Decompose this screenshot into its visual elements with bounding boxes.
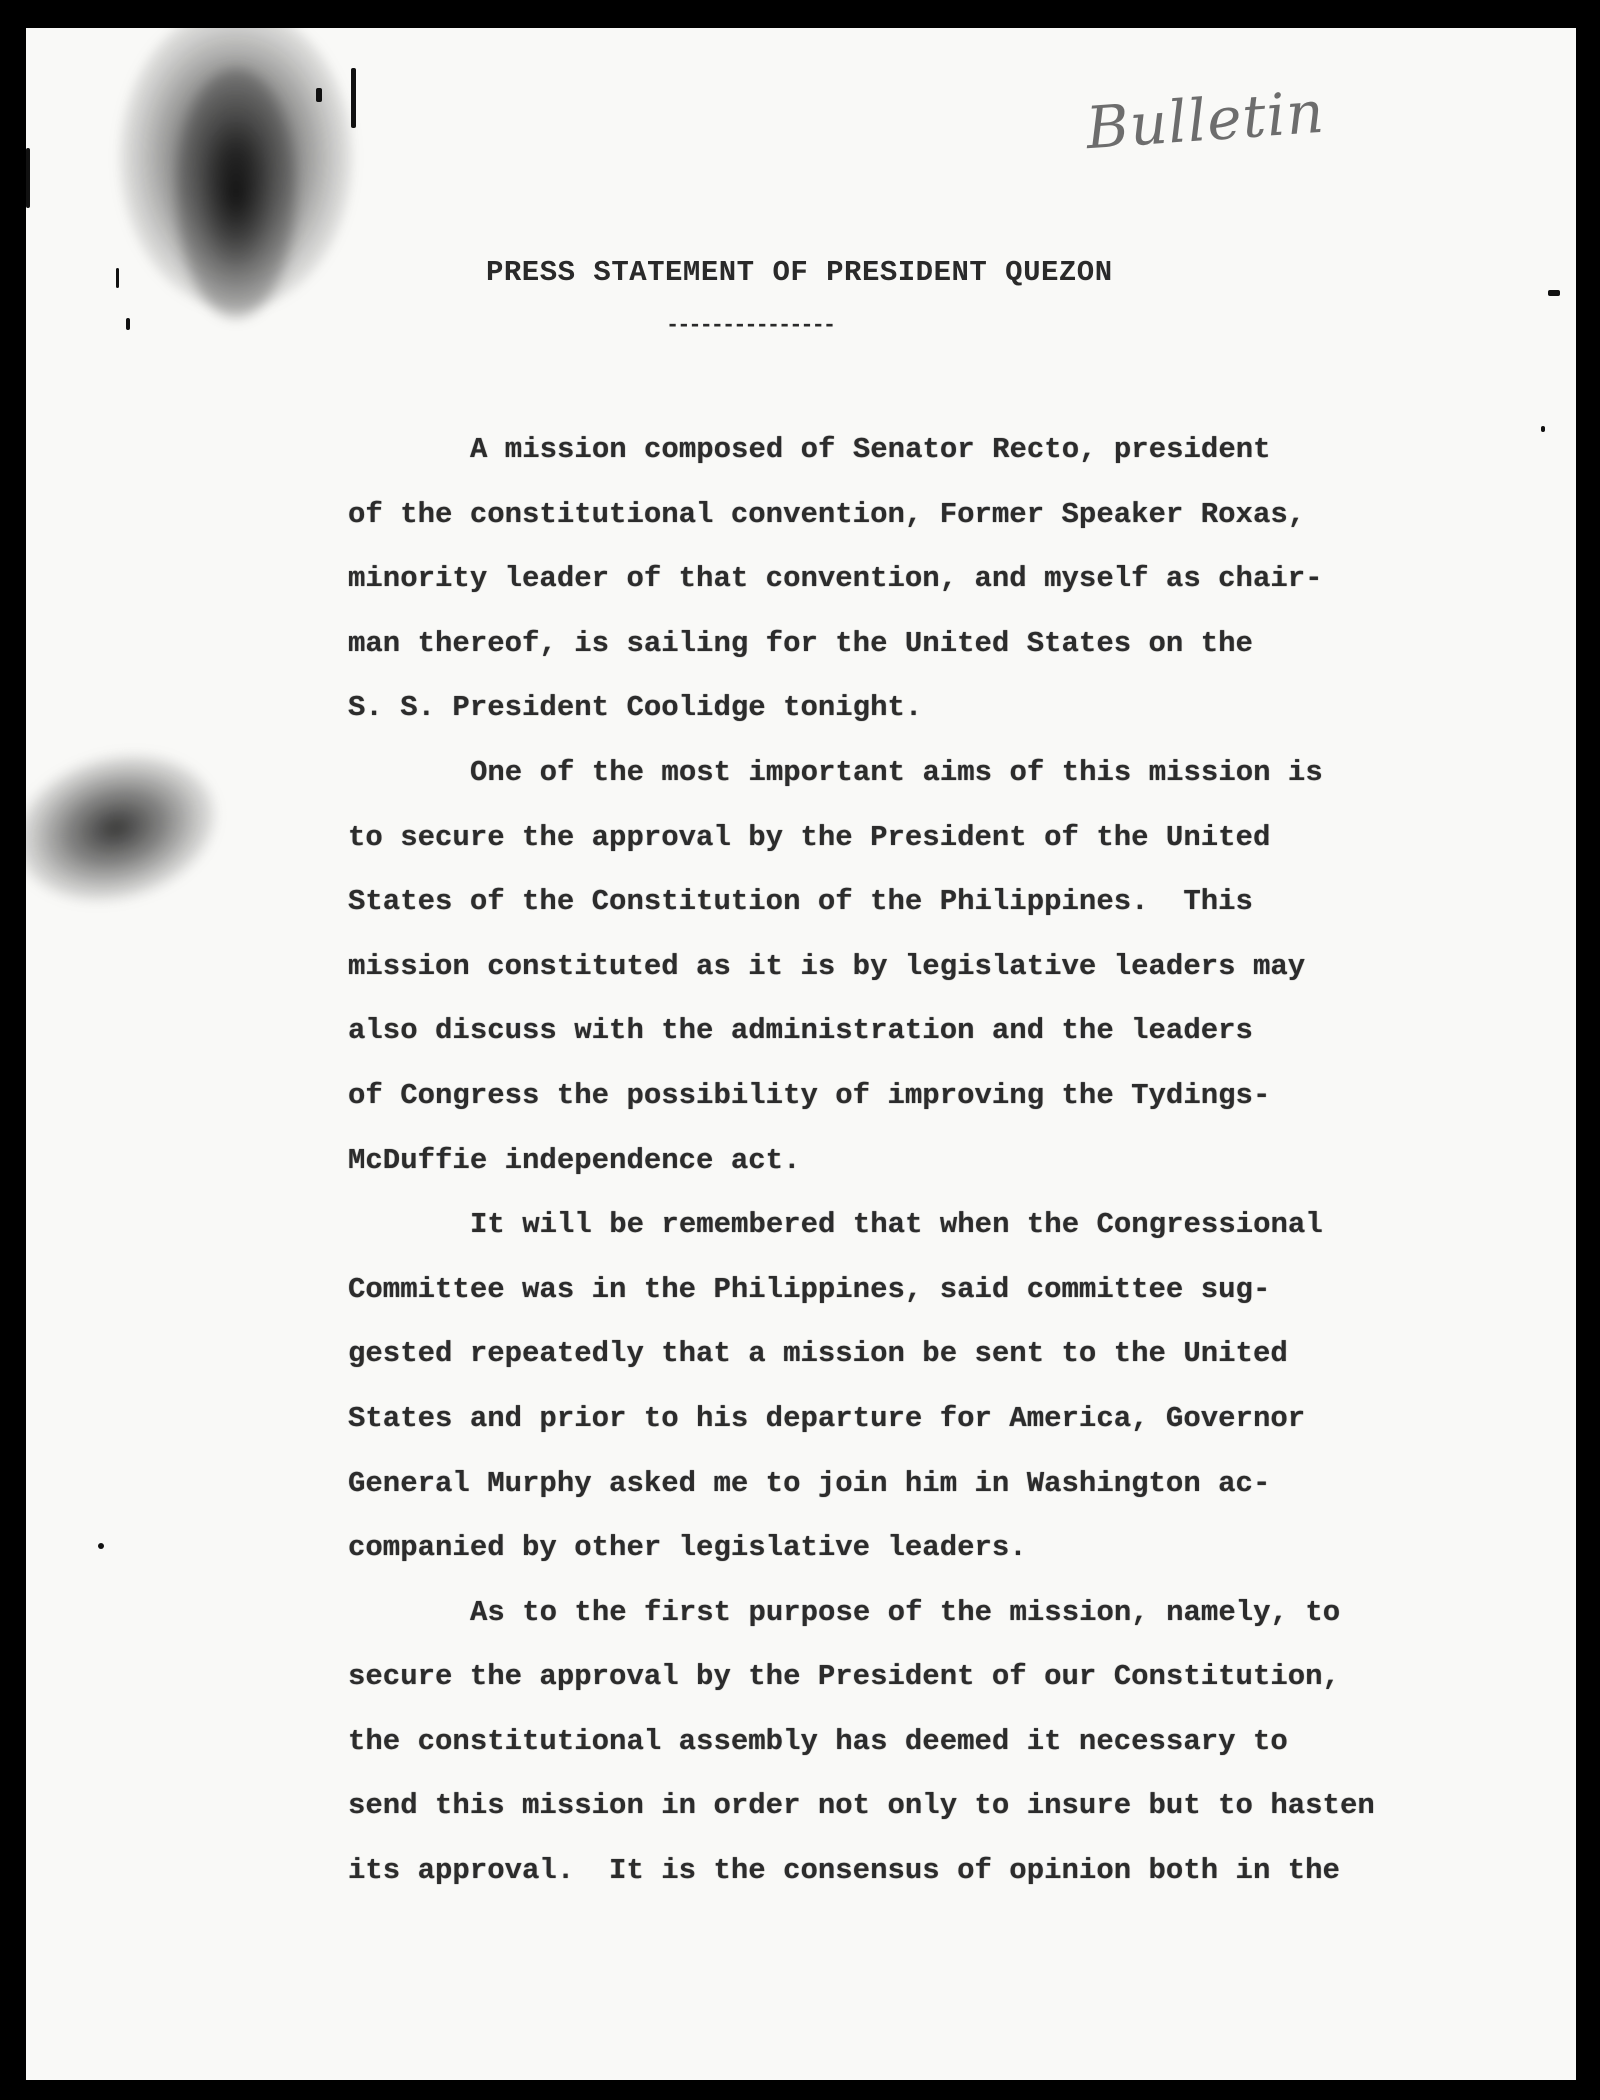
text-line: also discuss with the administration and the leaders	[348, 1014, 1253, 1048]
text-line: its approval. It is the consensus of opinion both in the	[348, 1854, 1340, 1888]
speck	[26, 148, 30, 208]
speck	[316, 88, 322, 102]
document-title: PRESS STATEMENT OF PRESIDENT QUEZON	[486, 256, 1113, 289]
text-line: secure the approval by the President of our Constitution,	[348, 1660, 1340, 1694]
paragraph-3	[348, 1193, 1528, 1581]
speck	[1548, 290, 1560, 296]
document-page	[26, 28, 1576, 2080]
speck	[351, 68, 356, 128]
text-line: General Murphy asked me to join him in Washington ac-	[348, 1466, 1271, 1500]
text-line: companied by other legislative leaders.	[348, 1531, 1027, 1565]
speck	[126, 318, 130, 330]
text-line: It will be remembered that when the Congressional	[470, 1208, 1323, 1242]
paragraph-1	[348, 418, 1528, 741]
text-line: S. S. President Coolidge tonight.	[348, 691, 923, 725]
speck	[116, 268, 119, 288]
text-line: States of the Constitution of the Philippines. This	[348, 885, 1253, 919]
text-line: A mission composed of Senator Recto, president	[470, 433, 1271, 466]
ink-stain-top-dark	[176, 68, 296, 318]
paragraph-4	[348, 1581, 1528, 1904]
text-line: gested repeatedly that a mission be sent to the United	[348, 1337, 1288, 1371]
text-line: of Congress the possibility of improving the Tydings-	[348, 1078, 1271, 1112]
document-body	[348, 418, 1528, 1904]
ink-stain-left	[26, 735, 231, 922]
speck	[1541, 426, 1545, 432]
text-line: to secure the approval by the President of the United	[348, 820, 1271, 854]
text-line: McDuffie independence act.	[348, 1143, 801, 1177]
text-line: send this mission in order not only to insure but to hasten	[348, 1789, 1375, 1823]
text-line: man thereof, is sailing for the United States on the	[348, 626, 1253, 660]
speck	[98, 1543, 104, 1549]
paragraph-2	[348, 741, 1528, 1193]
text-line: As to the first purpose of the mission, namely, to	[470, 1595, 1341, 1629]
text-line: One of the most important aims of this mission is	[470, 755, 1323, 789]
text-line: the constitutional assembly has deemed it necessary to	[348, 1724, 1288, 1758]
text-line: mission constituted as it is by legislative leaders may	[348, 949, 1306, 983]
text-line: States and prior to his departure for America, Governor	[348, 1401, 1306, 1435]
text-line: of the constitutional convention, Former Speaker Roxas,	[348, 497, 1306, 531]
text-line: Committee was in the Philippines, said committee sug-	[348, 1272, 1271, 1306]
text-line: minority leader of that convention, and myself as chair-	[348, 562, 1323, 596]
handwritten-note: Bulletin	[1083, 77, 1327, 163]
title-underline: ---------------	[666, 313, 835, 338]
